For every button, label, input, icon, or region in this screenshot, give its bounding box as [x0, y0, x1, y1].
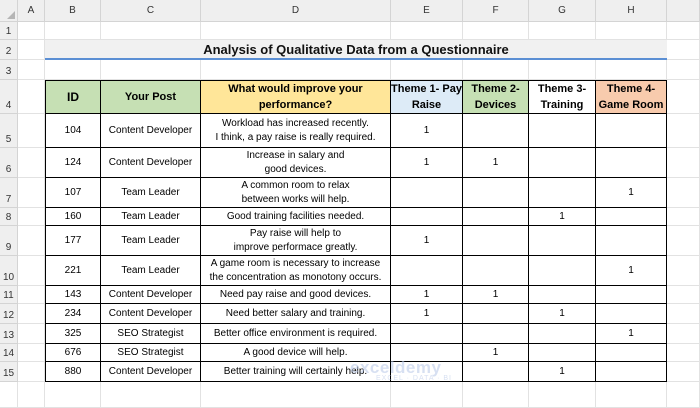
theme4-cell[interactable] — [596, 362, 667, 382]
id-cell[interactable]: 104 — [45, 114, 101, 148]
post-cell[interactable]: Content Developer — [101, 286, 201, 304]
answer-cell[interactable]: Increase in salary and good devices. — [201, 148, 391, 178]
cell-empty[interactable] — [463, 60, 529, 80]
answer-cell[interactable]: Need pay raise and good devices. — [201, 286, 391, 304]
cell-a2[interactable] — [18, 40, 45, 60]
column-header-d[interactable]: D — [201, 0, 391, 22]
theme1-cell[interactable] — [391, 324, 463, 344]
row-header-1[interactable]: 1 — [0, 22, 18, 40]
cell-empty — [18, 382, 45, 408]
cell-empty[interactable] — [667, 324, 700, 344]
post-cell[interactable]: Content Developer — [101, 304, 201, 324]
theme4-cell[interactable]: 1 — [596, 178, 667, 208]
cell-a11[interactable] — [18, 286, 45, 304]
theme2-cell[interactable] — [463, 178, 529, 208]
cell-empty — [45, 382, 101, 408]
answer-cell[interactable]: Need better salary and training. — [201, 304, 391, 324]
theme1-cell[interactable]: 1 — [391, 114, 463, 148]
theme4-cell[interactable] — [596, 344, 667, 362]
cell-empty[interactable] — [667, 80, 700, 114]
cell-a15[interactable] — [18, 362, 45, 382]
column-header-b[interactable]: B — [45, 0, 101, 22]
cell-empty[interactable] — [667, 208, 700, 226]
theme4-cell[interactable] — [596, 304, 667, 324]
theme4-cell[interactable] — [596, 114, 667, 148]
cell-empty[interactable] — [101, 22, 201, 40]
theme3-cell[interactable]: 1 — [529, 362, 596, 382]
header-theme3: Theme 3- Training — [529, 80, 596, 114]
select-all-corner[interactable] — [0, 0, 18, 22]
post-cell[interactable]: Team Leader — [101, 178, 201, 208]
id-cell[interactable]: 177 — [45, 226, 101, 256]
cell-empty[interactable] — [391, 22, 463, 40]
cell-a7[interactable] — [18, 178, 45, 208]
cell-a8[interactable] — [18, 208, 45, 226]
cell-a9[interactable] — [18, 226, 45, 256]
row-header-2[interactable]: 2 — [0, 40, 18, 60]
header-theme4: Theme 4- Game Room — [596, 80, 667, 114]
header-question: What would improve your performance? — [201, 80, 391, 114]
row-header-7[interactable]: 7 — [0, 178, 18, 208]
post-cell[interactable]: Team Leader — [101, 256, 201, 286]
row-header-9[interactable]: 9 — [0, 226, 18, 256]
id-cell[interactable]: 234 — [45, 304, 101, 324]
cell-empty[interactable] — [667, 256, 700, 286]
theme3-cell[interactable] — [529, 344, 596, 362]
cell-empty[interactable] — [667, 40, 700, 60]
id-cell[interactable]: 676 — [45, 344, 101, 362]
header-theme2: Theme 2- Devices — [463, 80, 529, 114]
row-header-15[interactable]: 15 — [0, 362, 18, 382]
theme1-cell[interactable]: 1 — [391, 286, 463, 304]
cell-empty[interactable] — [667, 362, 700, 382]
cell-empty — [0, 382, 18, 408]
post-cell[interactable]: SEO Strategist — [101, 324, 201, 344]
theme2-cell[interactable] — [463, 324, 529, 344]
watermark-logo: exceldemy EXCEL · DATA · BI — [350, 358, 452, 382]
column-header-h[interactable]: H — [596, 0, 667, 22]
cell-empty[interactable] — [45, 22, 101, 40]
theme3-cell[interactable] — [529, 148, 596, 178]
row-header-4[interactable]: 4 — [0, 80, 18, 114]
id-cell[interactable]: 325 — [45, 324, 101, 344]
theme4-cell[interactable] — [596, 148, 667, 178]
cell-a3[interactable] — [18, 60, 45, 80]
header-id: ID — [45, 80, 101, 114]
answer-cell[interactable]: Good training facilities needed. — [201, 208, 391, 226]
theme1-cell[interactable] — [391, 208, 463, 226]
cell-empty[interactable] — [201, 60, 391, 80]
theme3-cell[interactable] — [529, 114, 596, 148]
cell-empty[interactable] — [596, 60, 667, 80]
theme3-cell[interactable]: 1 — [529, 208, 596, 226]
cell-empty[interactable] — [201, 22, 391, 40]
cell-a12[interactable] — [18, 304, 45, 324]
cell-empty[interactable] — [667, 114, 700, 148]
post-cell[interactable]: Team Leader — [101, 208, 201, 226]
row-header-13[interactable]: 13 — [0, 324, 18, 344]
cell-a6[interactable] — [18, 148, 45, 178]
column-header-c[interactable]: C — [101, 0, 201, 22]
theme1-cell[interactable] — [391, 178, 463, 208]
row-header-12[interactable]: 12 — [0, 304, 18, 324]
cell-empty[interactable] — [667, 148, 700, 178]
id-cell[interactable]: 160 — [45, 208, 101, 226]
answer-cell[interactable]: Better training will certainly help. — [201, 362, 391, 382]
column-header-a[interactable]: A — [18, 0, 45, 22]
post-cell[interactable]: Team Leader — [101, 226, 201, 256]
row-header-3[interactable]: 3 — [0, 60, 18, 80]
cell-a13[interactable] — [18, 324, 45, 344]
row-header-6[interactable]: 6 — [0, 148, 18, 178]
cell-empty — [101, 382, 201, 408]
theme3-cell[interactable] — [529, 256, 596, 286]
id-cell[interactable]: 124 — [45, 148, 101, 178]
cell-empty — [201, 382, 391, 408]
cell-empty[interactable] — [667, 344, 700, 362]
theme4-cell[interactable] — [596, 208, 667, 226]
cell-empty[interactable] — [463, 22, 529, 40]
cell-empty — [391, 382, 463, 408]
theme4-cell[interactable] — [596, 286, 667, 304]
cell-empty[interactable] — [596, 22, 667, 40]
theme4-cell[interactable] — [596, 226, 667, 256]
id-cell[interactable]: 880 — [45, 362, 101, 382]
column-header-e[interactable]: E — [391, 0, 463, 22]
theme4-cell[interactable]: 1 — [596, 256, 667, 286]
row-header-8[interactable]: 8 — [0, 208, 18, 226]
cell-empty[interactable] — [391, 60, 463, 80]
answer-cell[interactable]: A game room is necessary to increase the concentration as monotony occurs. — [201, 256, 391, 286]
theme1-cell[interactable]: 1 — [391, 304, 463, 324]
cell-empty[interactable] — [667, 304, 700, 324]
theme2-cell[interactable]: 1 — [463, 344, 529, 362]
theme1-cell[interactable]: 1 — [391, 226, 463, 256]
post-cell[interactable]: Content Developer — [101, 148, 201, 178]
sheet-title: Analysis of Qualitative Data from a Questionnaire — [45, 40, 667, 60]
cell-empty[interactable] — [101, 60, 201, 80]
cell-a5[interactable] — [18, 114, 45, 148]
theme2-cell[interactable]: 1 — [463, 286, 529, 304]
theme3-cell[interactable] — [529, 324, 596, 344]
theme3-cell[interactable] — [529, 286, 596, 304]
post-cell[interactable]: Content Developer — [101, 362, 201, 382]
post-cell[interactable]: Content Developer — [101, 114, 201, 148]
id-cell[interactable]: 221 — [45, 256, 101, 286]
theme3-cell[interactable]: 1 — [529, 304, 596, 324]
row-header-5[interactable]: 5 — [0, 114, 18, 148]
cell-empty[interactable] — [529, 60, 596, 80]
cell-empty[interactable] — [667, 178, 700, 208]
cell-a10[interactable] — [18, 256, 45, 286]
theme1-cell[interactable] — [391, 256, 463, 286]
header-theme1: Theme 1- Pay Raise — [391, 80, 463, 114]
cell-empty — [667, 382, 700, 408]
theme2-cell[interactable] — [463, 362, 529, 382]
id-cell[interactable]: 107 — [45, 178, 101, 208]
answer-cell[interactable]: A good device will help. — [201, 344, 391, 362]
column-header-g[interactable]: G — [529, 0, 596, 22]
theme2-cell[interactable] — [463, 304, 529, 324]
theme2-cell[interactable] — [463, 226, 529, 256]
cell-empty[interactable] — [667, 60, 700, 80]
cell-empty[interactable] — [667, 286, 700, 304]
cell-empty — [596, 382, 667, 408]
answer-cell[interactable]: Better office environment is required. — [201, 324, 391, 344]
row-header-10[interactable]: 10 — [0, 256, 18, 286]
theme2-cell[interactable] — [463, 208, 529, 226]
theme1-cell[interactable] — [391, 362, 463, 382]
theme3-cell[interactable] — [529, 178, 596, 208]
column-header-empty — [667, 0, 700, 22]
post-cell[interactable]: SEO Strategist — [101, 344, 201, 362]
theme4-cell[interactable]: 1 — [596, 324, 667, 344]
cell-a1[interactable] — [18, 22, 45, 40]
answer-cell[interactable]: Workload has increased recently. I think, a pay raise is really required. — [201, 114, 391, 148]
header-post: Your Post — [101, 80, 201, 114]
cell-empty[interactable] — [529, 22, 596, 40]
theme2-cell[interactable]: 1 — [463, 148, 529, 178]
cell-empty[interactable] — [667, 226, 700, 256]
theme2-cell[interactable] — [463, 114, 529, 148]
answer-cell[interactable]: A common room to relax between works will help. — [201, 178, 391, 208]
column-header-f[interactable]: F — [463, 0, 529, 22]
cell-a4[interactable] — [18, 80, 45, 114]
id-cell[interactable]: 143 — [45, 286, 101, 304]
theme2-cell[interactable] — [463, 256, 529, 286]
cell-a14[interactable] — [18, 344, 45, 362]
cell-empty[interactable] — [45, 60, 101, 80]
theme3-cell[interactable] — [529, 226, 596, 256]
theme1-cell[interactable] — [391, 344, 463, 362]
cell-empty[interactable] — [667, 22, 700, 40]
row-header-11[interactable]: 11 — [0, 286, 18, 304]
row-header-14[interactable]: 14 — [0, 344, 18, 362]
theme1-cell[interactable]: 1 — [391, 148, 463, 178]
answer-cell[interactable]: Pay raise will help to improve performace greatly. — [201, 226, 391, 256]
cell-empty — [529, 382, 596, 408]
cell-empty — [463, 382, 529, 408]
